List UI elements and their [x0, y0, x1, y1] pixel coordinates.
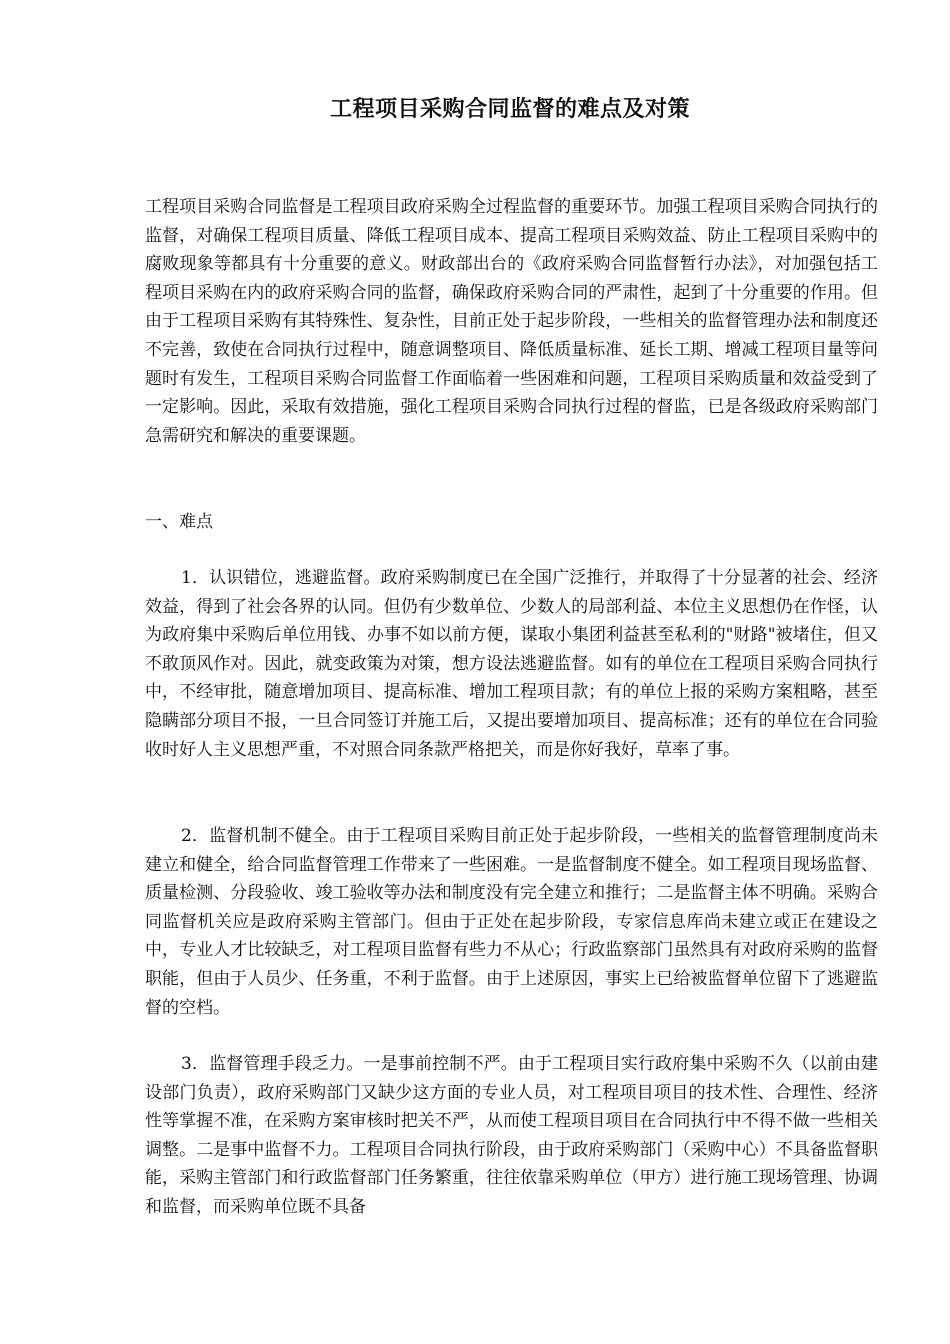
paragraph-3: 3．监督管理手段乏力。一是事前控制不严。由于工程项目实行政府集中采购不久（以前由建设部门负责），政府采购部门又缺少这方面的专业人员，对工程项目项目的技术性、合理性、经济性等掌握不准，在采购方案审核时把关不严，从而使工程项目项目在合同执行中不得不做一些相关调整。二是事中监督不力。工程项目合同执行阶段，由于政府采购部门（采购中心）不具备监督职能，采购主管部门和行政监督部门任务繁重，往往依靠采购单位（甲方）进行施工现场管理、协调和监督，而采购单位既不具备 — [145, 1054, 878, 1217]
section-heading: 一、难点 — [145, 512, 213, 532]
intro-paragraph: 工程项目采购合同监督是工程项目政府采购全过程监督的重要环节。加强工程项目采购合同执行的监督，对确保工程项目质量、降低工程项目成本、提高工程项目采购效益、防止工程项目采购中的腐败现象等都具有十分重要的意义。财政部出台的《政府采购合同监督暂行办法》，对加强包括工程项目采购在内的政府采购合同的监督，确保政府采购合同的严肃性，起到了十分重要的作用。但由于工程项目采购有其特殊性、复杂性，目前正处于起步阶段，一些相关的监督管理办法和制度还不完善，致使在合同执行过程中，随意调整项目、降低质量标准、延长工期、增减工程项目量等问题时有发生，工程项目采购合同监督工作面临着一些困难和问题，工程项目采购质量和效益受到了一定影响。因此，采取有效措施，强化工程项目采购合同执行过程的督监，已是各级政府采购部门急需研究和解决的重要课题。 — [145, 197, 878, 446]
paragraph-1: 1．认识错位，逃避监督。政府采购制度已在全国广泛推行，并取得了十分显著的社会、经济效益，得到了社会各界的认同。但仍有少数单位、少数人的局部利益、本位主义思想仍在作怪，认为政府集中采购后单位用钱、办事不如以前方便，谋取小集团利益甚至私利的"财路"被堵住，但又不敢顶风作对。因此，就变政策为对策，想方设法逃避监督。如有的单位在工程项目采购合同执行中，不经审批，随意增加项目、提高标准、增加工程项目款；有的单位上报的采购方案粗略，甚至隐瞒部分项目不报，一旦合同签订并施工后，又提出要增加项目、提高标准；还有的单位在合同验收时好人主义思想严重，不对照合同条款严格把关，而是你好我好，草率了事。 — [145, 568, 878, 760]
document-title: 工程项目采购合同监督的难点及对策 — [329, 96, 690, 122]
paragraph-2: 2．监督机制不健全。由于工程项目采购目前正处于起步阶段，一些相关的监督管理制度尚未建立和健全，给合同监督管理工作带来了一些困难。一是监督制度不健全。如工程项目现场监督、质量检测、分段验收、竣工验收等办法和制度没有完全建立和推行；二是监督主体不明确。采购合同监督机关应是政府采购主管部门。但由于正处在起步阶段，专家信息库尚未建立或正在建设之中，专业人才比较缺乏，对工程项目监督有些力不从心；行政监察部门虽然具有对政府采购的监督职能，但由于人员少、任务重，不利于监督。由于上述原因，事实上已给被监督单位留下了逃避监督的空档。 — [145, 826, 878, 1018]
